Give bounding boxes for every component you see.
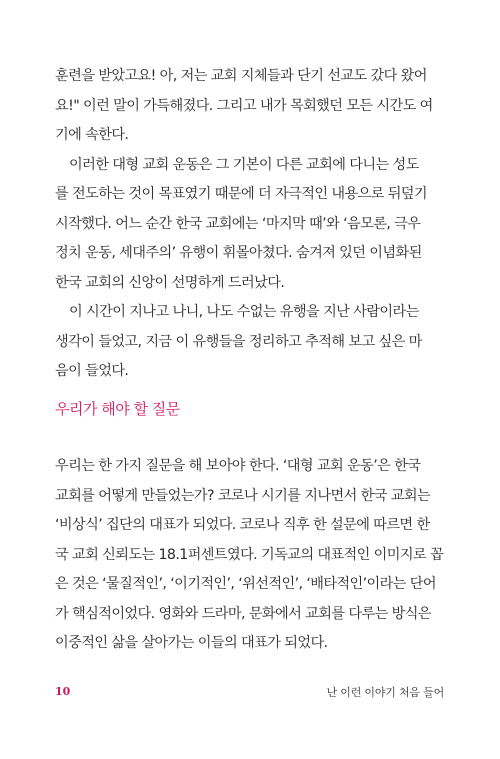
text-line: 국 교회 신뢰도는 18.1퍼센트였다. 기독교의 대표적인 이미지로 꼽 xyxy=(55,546,444,563)
text-line: 를 전도하는 것이 목표였기 때문에 더 자극적인 내용으로 뒤덮기 xyxy=(55,186,428,202)
text-line: 교회를 어떻게 만들었는가? 코로나 시기를 지나면서 한국 교회는 xyxy=(55,487,431,504)
paragraph-first-line: 이러한 대형 교회 운동은 그 기본이 다른 교회에 다니는 성도 xyxy=(69,156,419,173)
text-line: 시작했다. 어느 순간 한국 교회에는 ‘마지막 때’와 ‘음모론, 극우 xyxy=(55,215,421,232)
text-line: 생각이 들었고, 지금 이 유행들을 정리하고 추적해 보고 싶은 마 xyxy=(55,333,422,350)
paragraph-first-line: 이 시간이 지나고 나니, 나도 수없는 유행을 지난 사람이라는 xyxy=(69,304,419,320)
text-line: 훈련을 받았고요! 아, 저는 교회 지체들과 단기 선교도 갔다 왔어 xyxy=(55,68,427,84)
text-line: 이중적인 삶을 살아가는 이들의 대표가 되었다. xyxy=(55,635,328,651)
page-number: 10 xyxy=(55,685,71,698)
text-line: 우리는 한 가지 질문을 해 보아야 한다. ‘대형 교회 운동’은 한국 xyxy=(55,458,421,474)
text-line: 요!" 이런 말이 가득해졌다. 그리고 내가 목회했던 모든 시간도 여 xyxy=(55,97,433,114)
text-line: 음이 들었다. xyxy=(55,363,129,379)
text-line: ‘비상식’ 집단의 대표가 되었다. 코로나 직후 한 설문에 따르면 한 xyxy=(55,517,430,533)
running-book-title: 난 이런 이야기 처음 들어 xyxy=(326,686,444,699)
text-line: 기에 속한다. xyxy=(55,127,129,143)
text-line: 가 핵심적이었다. 영화와 드라마, 문화에서 교회를 다루는 방식은 xyxy=(55,605,431,622)
body-text-bottom xyxy=(55,452,445,659)
text-line: 정치 운동, 세대주의’ 유행이 휘몰아쳤다. 숨겨져 있던 이념화된 xyxy=(55,245,422,261)
section-heading: 우리가 해야 할 질문 xyxy=(55,400,180,418)
text-line: 한국 교회의 신앙이 선명하게 드러났다. xyxy=(55,274,285,291)
body-text-top xyxy=(55,62,445,387)
text-line: 은 것은 ‘물질적인’, ‘이기적인’, ‘위선적인’, ‘배타적인’이라는 단어 xyxy=(55,576,436,592)
